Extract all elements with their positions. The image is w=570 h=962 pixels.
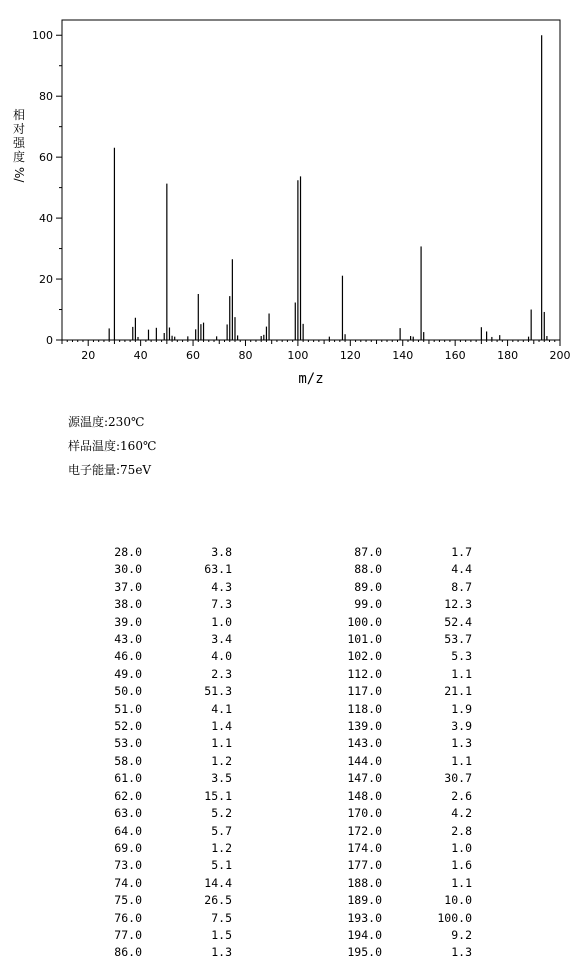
peak-row [340,770,472,787]
peak-row [100,596,232,613]
peak-intensity: 1.7 [382,544,472,561]
peak-row [340,840,472,857]
peak-row [340,857,472,874]
peak-intensity: 1.6 [382,857,472,874]
x-tick-label: 120 [340,349,361,362]
peak-mz: 117.0 [340,683,382,700]
peak-mz: 188.0 [340,875,382,892]
peak-intensity: 1.5 [142,927,232,944]
peak-intensity: 5.1 [142,857,232,874]
peak-row [340,683,472,700]
peak-row [100,857,232,874]
peak-mz: 75.0 [100,892,142,909]
x-tick-label: 80 [238,349,252,362]
y-tick-label: 60 [39,151,53,164]
peak-row [100,805,232,822]
peak-mz: 38.0 [100,596,142,613]
peak-row [340,927,472,944]
x-axis-ticks [62,340,570,362]
peak-row [100,614,232,631]
peak-mz: 89.0 [340,579,382,596]
peak-row [100,944,232,961]
peak-mz: 147.0 [340,770,382,787]
peak-intensity: 12.3 [382,596,472,613]
peak-intensity: 1.3 [382,735,472,752]
peak-intensity: 3.5 [142,770,232,787]
peak-table-right [340,544,472,962]
peak-row [340,910,472,927]
peak-mz: 118.0 [340,701,382,718]
peak-row [340,666,472,683]
peak-intensity: 26.5 [142,892,232,909]
peak-row [340,701,472,718]
peak-intensity: 1.3 [382,944,472,961]
peak-intensity: 1.1 [142,735,232,752]
peak-row [340,579,472,596]
peak-intensity: 4.2 [382,805,472,822]
y-axis-label-char: 度 [12,150,26,164]
peak-mz: 170.0 [340,805,382,822]
peak-intensity: 1.9 [382,701,472,718]
y-axis-label-char: 强 [12,136,26,150]
peak-intensity: 100.0 [382,910,472,927]
peak-mz: 143.0 [340,735,382,752]
peak-intensity: 4.1 [142,701,232,718]
x-axis-label: m/z [298,371,323,387]
y-axis-label-char: %/ [12,167,26,181]
peak-row [100,875,232,892]
peak-mz: 100.0 [340,614,382,631]
peak-intensity: 14.4 [142,875,232,892]
peak-row [340,544,472,561]
y-tick-label: 100 [32,29,53,42]
peak-intensity: 3.9 [382,718,472,735]
peak-intensity: 1.0 [382,840,472,857]
peak-row [340,596,472,613]
peak-row [100,753,232,770]
peak-mz: 51.0 [100,701,142,718]
peak-row [100,788,232,805]
peak-intensity: 1.1 [382,753,472,770]
peak-intensity: 5.7 [142,823,232,840]
peak-row [100,631,232,648]
peak-row [340,648,472,665]
peak-mz: 172.0 [340,823,382,840]
x-tick-label: 180 [497,349,518,362]
peak-mz: 194.0 [340,927,382,944]
peak-intensity: 1.1 [382,666,472,683]
peak-row [100,823,232,840]
peak-mz: 62.0 [100,788,142,805]
peak-intensity: 3.8 [142,544,232,561]
peak-mz: 189.0 [340,892,382,909]
peak-mz: 102.0 [340,648,382,665]
peak-row [100,666,232,683]
peak-mz: 144.0 [340,753,382,770]
peak-mz: 39.0 [100,614,142,631]
peak-intensity: 8.7 [382,579,472,596]
peak-table-left [100,544,232,962]
peak-intensity: 1.1 [382,875,472,892]
peak-intensity: 2.6 [382,788,472,805]
y-axis-ticks [32,29,62,347]
peak-mz: 88.0 [340,561,382,578]
y-tick-label: 0 [46,334,53,347]
peak-mz: 101.0 [340,631,382,648]
peak-mz: 77.0 [100,927,142,944]
x-tick-label: 100 [287,349,308,362]
peak-intensity: 7.3 [142,596,232,613]
peak-bars [109,35,547,340]
peak-mz: 28.0 [100,544,142,561]
x-tick-label: 60 [186,349,200,362]
peak-mz: 30.0 [100,561,142,578]
peak-row [340,805,472,822]
peak-mz: 177.0 [340,857,382,874]
peak-intensity: 21.1 [382,683,472,700]
peak-mz: 195.0 [340,944,382,961]
source-temperature: 源温度:230℃ [68,413,144,430]
peak-mz: 37.0 [100,579,142,596]
peak-row [100,927,232,944]
peak-intensity: 10.0 [382,892,472,909]
x-tick-label: 20 [81,349,95,362]
x-tick-label: 140 [392,349,413,362]
peak-intensity: 1.2 [142,840,232,857]
peak-row [340,631,472,648]
peak-mz: 64.0 [100,823,142,840]
peak-mz: 73.0 [100,857,142,874]
peak-intensity: 4.3 [142,579,232,596]
peak-row [340,753,472,770]
peak-row [100,910,232,927]
peak-mz: 148.0 [340,788,382,805]
y-tick-label: 80 [39,90,53,103]
peak-row [100,840,232,857]
peak-mz: 99.0 [340,596,382,613]
x-tick-label: 40 [134,349,148,362]
mass-spectrum-chart [0,0,570,395]
peak-intensity: 53.7 [382,631,472,648]
x-tick-label: 160 [445,349,466,362]
x-tick-label: 200 [550,349,570,362]
peak-intensity: 51.3 [142,683,232,700]
peak-row [340,561,472,578]
plot-frame [62,20,560,340]
peak-intensity: 7.5 [142,910,232,927]
peak-intensity: 9.2 [382,927,472,944]
peak-row [340,735,472,752]
peak-mz: 76.0 [100,910,142,927]
peak-intensity: 30.7 [382,770,472,787]
peak-row [340,614,472,631]
peak-mz: 86.0 [100,944,142,961]
peak-mz: 49.0 [100,666,142,683]
peak-intensity: 1.2 [142,753,232,770]
electron-energy: 电子能量:75eV [68,461,151,478]
y-axis-label-char: 对 [12,122,26,136]
peak-mz: 50.0 [100,683,142,700]
peak-row [340,823,472,840]
peak-mz: 58.0 [100,753,142,770]
peak-mz: 53.0 [100,735,142,752]
peak-mz: 63.0 [100,805,142,822]
peak-mz: 193.0 [340,910,382,927]
peak-intensity: 3.4 [142,631,232,648]
y-tick-label: 40 [39,212,53,225]
peak-mz: 174.0 [340,840,382,857]
peak-row [100,561,232,578]
peak-intensity: 1.3 [142,944,232,961]
peak-intensity: 2.3 [142,666,232,683]
peak-intensity: 5.3 [382,648,472,665]
peak-row [340,892,472,909]
peak-row [100,735,232,752]
peak-intensity: 4.0 [142,648,232,665]
y-axis-label-char: 相 [12,108,26,122]
peak-intensity: 52.4 [382,614,472,631]
peak-mz: 46.0 [100,648,142,665]
peak-row [100,892,232,909]
peak-row [100,579,232,596]
peak-row [340,788,472,805]
peak-row [100,701,232,718]
peak-row [100,544,232,561]
peak-intensity: 15.1 [142,788,232,805]
peak-row [100,718,232,735]
peak-mz: 43.0 [100,631,142,648]
peak-row [100,648,232,665]
peak-mz: 61.0 [100,770,142,787]
peak-intensity: 5.2 [142,805,232,822]
peak-row [340,944,472,961]
sample-temperature: 样品温度:160℃ [68,437,156,454]
peak-row [100,770,232,787]
y-axis-label [12,108,26,181]
peak-intensity: 63.1 [142,561,232,578]
y-tick-label: 20 [39,273,53,286]
peak-row [100,683,232,700]
peak-intensity: 1.0 [142,614,232,631]
peak-row [340,718,472,735]
peak-row [340,875,472,892]
peak-mz: 74.0 [100,875,142,892]
peak-intensity: 2.8 [382,823,472,840]
peak-intensity: 4.4 [382,561,472,578]
peak-mz: 139.0 [340,718,382,735]
peak-intensity: 1.4 [142,718,232,735]
peak-mz: 69.0 [100,840,142,857]
peak-mz: 52.0 [100,718,142,735]
peak-mz: 87.0 [340,544,382,561]
peak-mz: 112.0 [340,666,382,683]
